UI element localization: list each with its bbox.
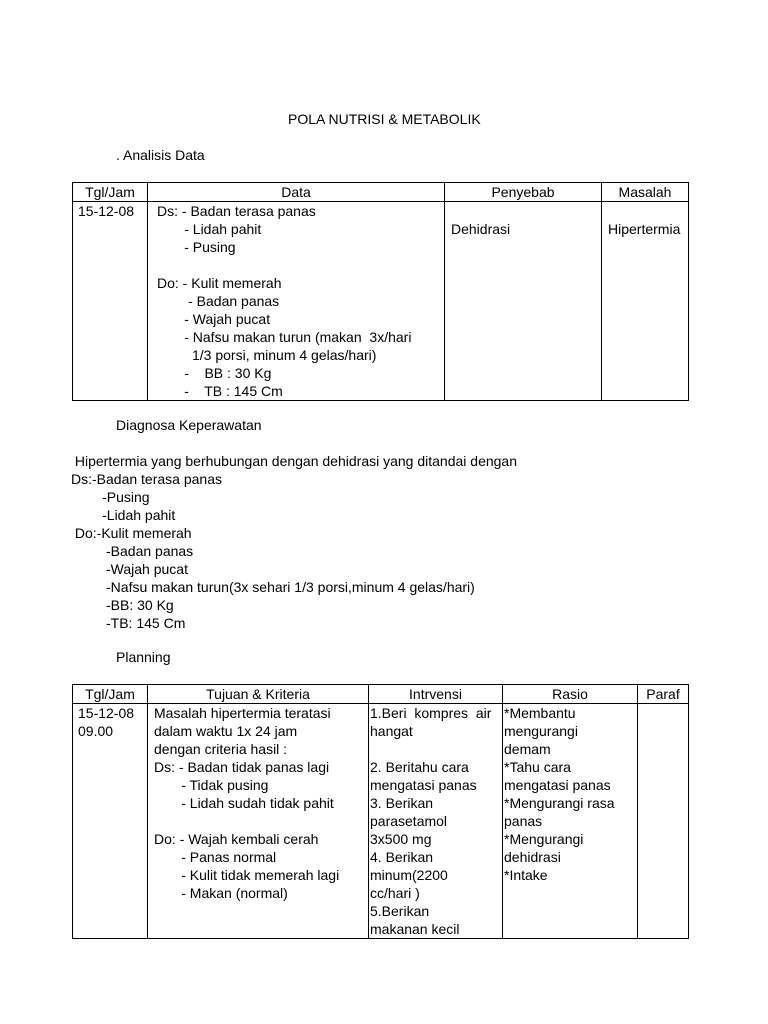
planning-table <box>72 684 689 939</box>
section-planning-heading: Planning <box>116 649 171 665</box>
diagnosa-line: Ds:-Badan terasa panas <box>71 471 222 487</box>
header-data: Data <box>148 183 445 202</box>
planning-data-row <box>73 704 689 939</box>
tujuan-line: - Makan (normal) <box>154 885 288 901</box>
diagnosa-line: -TB: 145 Cm <box>71 615 186 631</box>
intervensi-line: 2. Beritahu cara <box>370 759 469 775</box>
data-line: Ds: - Badan terasa panas <box>157 203 316 219</box>
cell-paraf <box>638 704 689 939</box>
page-title: POLA NUTRISI & METABOLIK <box>288 111 481 127</box>
intervensi-line: 3. Berikan <box>370 795 434 811</box>
intervensi-line: makanan kecil <box>370 921 460 937</box>
rasio-line: dehidrasi <box>504 849 561 865</box>
tujuan-line: dengan criteria hasil : <box>154 741 288 757</box>
data-line: - BB : 30 Kg <box>157 365 272 381</box>
header-tujuan-kriteria: Tujuan & Kriteria <box>148 685 369 704</box>
data-line: - Pusing <box>157 239 236 255</box>
rasio-line: *Tahu cara <box>504 759 571 775</box>
cell-tujuan <box>148 704 369 939</box>
time-line: 09.00 <box>78 723 114 739</box>
data-line <box>157 256 444 274</box>
cell-intervensi <box>369 704 503 939</box>
intervensi-line: parasetamol <box>370 813 448 829</box>
analysis-data-row <box>73 202 689 401</box>
section-diagnosa-heading: Diagnosa Keperawatan <box>116 417 262 433</box>
cell-rasio <box>503 704 638 939</box>
intervensi-line: 3x500 mg <box>370 831 432 847</box>
header-tgl-jam: Tgl/Jam <box>73 685 148 704</box>
diagnosa-line: -Lidah pahit <box>71 507 176 523</box>
rasio-line: demam <box>504 741 551 757</box>
intervensi-line: hangat <box>370 723 413 739</box>
tujuan-line: - Tidak pusing <box>154 777 269 793</box>
diagnosa-block <box>71 452 517 632</box>
intervensi-line: minum(2200 <box>370 867 448 883</box>
diagnosa-line: -Wajah pucat <box>71 561 188 577</box>
tujuan-line: - Lidah sudah tidak pahit <box>154 795 334 811</box>
diagnosa-line: -Badan panas <box>71 543 194 559</box>
diagnosa-line: -BB: 30 Kg <box>71 597 174 613</box>
intervensi-line: 4. Berikan <box>370 849 434 865</box>
intervensi-line: 1.Beri kompres air <box>370 705 492 721</box>
cell-masalah: Hipertermia <box>602 202 689 401</box>
data-line: - Lidah pahit <box>157 221 262 237</box>
tujuan-line: Do: - Wajah kembali cerah <box>154 831 319 847</box>
diagnosa-line: Do:-Kulit memerah <box>71 525 192 541</box>
rasio-line: *Mengurangi rasa <box>504 795 615 811</box>
data-line: - Wajah pucat <box>157 311 271 327</box>
cell-data <box>148 202 445 401</box>
planning-header-row <box>73 685 689 704</box>
rasio-line: panas <box>504 813 543 829</box>
header-intervensi: Intrvensi <box>369 685 503 704</box>
tujuan-line: Masalah hipertermia teratasi <box>154 705 331 721</box>
intervensi-line <box>370 740 502 758</box>
rasio-line: mengatasi panas <box>504 777 611 793</box>
header-rasio: Rasio <box>503 685 638 704</box>
data-line: - Nafsu makan turun (makan 3x/hari <box>157 329 412 345</box>
rasio-line: *Membantu <box>504 705 576 721</box>
rasio-line: mengurangi <box>504 723 578 739</box>
cell-date: 15-12-08 <box>73 202 148 401</box>
tujuan-line: dalam waktu 1x 24 jam <box>154 723 298 739</box>
tujuan-line: - Panas normal <box>154 849 277 865</box>
data-line: 1/3 porsi, minum 4 gelas/hari) <box>157 347 377 363</box>
data-line: - TB : 145 Cm <box>157 383 283 399</box>
header-penyebab: Penyebab <box>445 183 602 202</box>
tujuan-line <box>154 812 368 830</box>
diagnosa-line: -Pusing <box>71 489 150 505</box>
cell-penyebab: Dehidrasi <box>445 202 602 401</box>
header-masalah: Masalah <box>602 183 689 202</box>
intervensi-line: mengatasi panas <box>370 777 477 793</box>
section-analisis-heading: . Analisis Data <box>116 147 205 163</box>
tujuan-line: Ds: - Badan tidak panas lagi <box>154 759 330 775</box>
intervensi-line: cc/hari ) <box>370 885 420 901</box>
cell-date <box>73 704 148 939</box>
rasio-line: *Mengurangi <box>504 831 584 847</box>
data-line: - Badan panas <box>157 293 280 309</box>
header-paraf: Paraf <box>638 685 689 704</box>
analysis-header-row <box>73 183 689 202</box>
diagnosa-line: -Nafsu makan turun(3x sehari 1/3 porsi,minum 4 gelas/hari) <box>71 579 475 595</box>
tujuan-line: - Kulit tidak memerah lagi <box>154 867 340 883</box>
data-line: Do: - Kulit memerah <box>157 275 282 291</box>
diagnosa-line: Hipertermia yang berhubungan dengan dehidrasi yang ditandai dengan <box>71 453 517 469</box>
header-tgl-jam: Tgl/Jam <box>73 183 148 202</box>
date-line: 15-12-08 <box>78 705 135 721</box>
intervensi-line: 5.Berikan <box>370 903 430 919</box>
rasio-line: *Intake <box>504 867 548 883</box>
analysis-table <box>72 182 689 401</box>
